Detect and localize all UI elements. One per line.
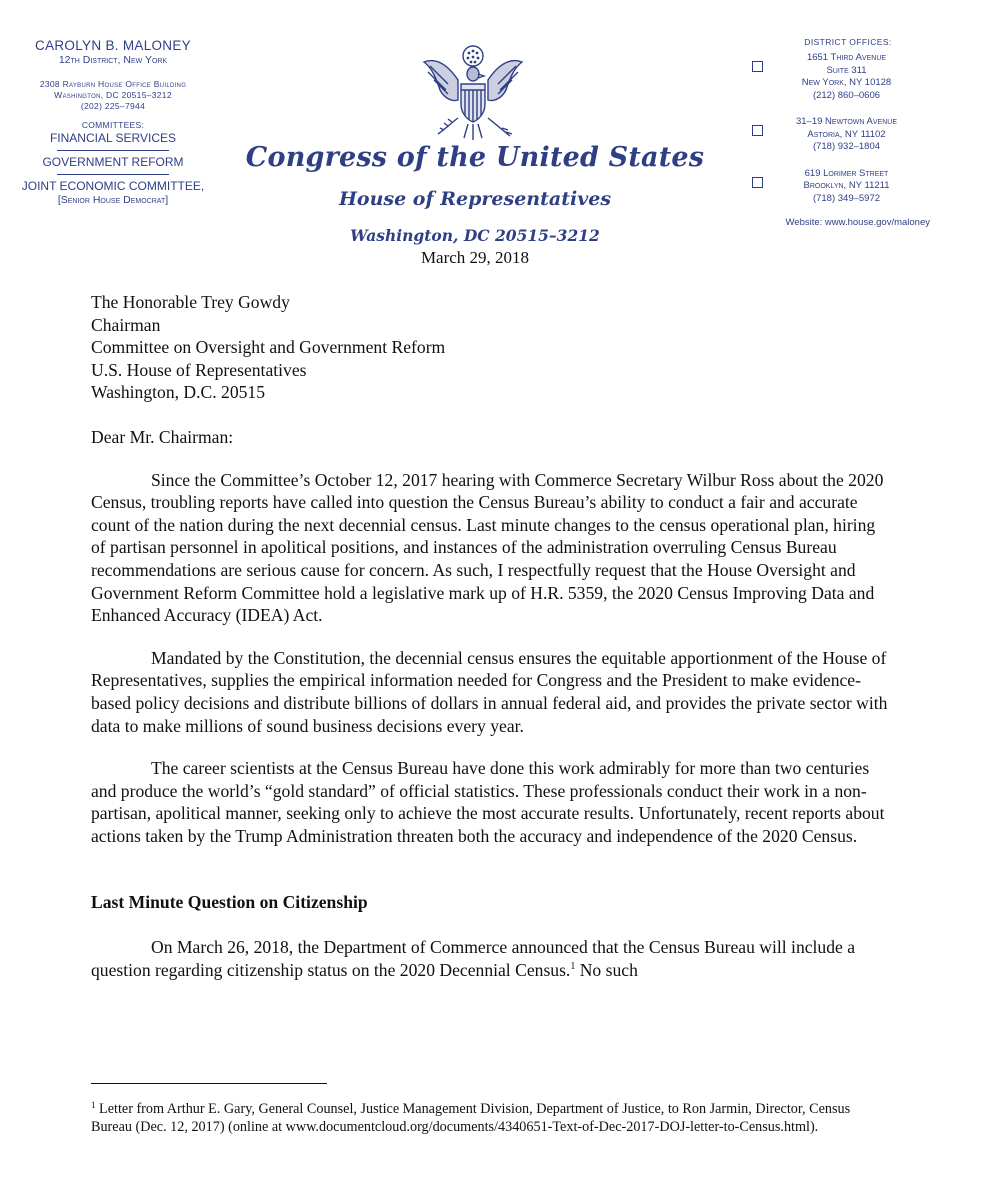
letterhead-title: Congress of the United States: [245, 142, 705, 173]
office-line: New York, NY 10128: [801, 77, 892, 88]
office-line: (718) 932–1804: [812, 141, 881, 152]
footnote-text: Letter from Arthur E. Gary, General Counsel, Justice Management Division, Department of Justice, to Ron Jarmin, Director, Census Bureau (Dec. 12, 2017) (online at www.documentcloud.org/documents/4340651-Text-of-Dec-2017-DOJ-letter-to-Census.html).: [91, 1101, 851, 1136]
office-line: (718) 349–5972: [812, 192, 881, 204]
member-name: CAROLYN B. MALONEY: [35, 38, 191, 53]
member-info-column: [14, 38, 212, 207]
office-line: Astoria, NY 11102: [807, 128, 886, 140]
body-paragraph: Since the Committee’s October 12, 2017 hearing with Commerce Secretary Wilbur Ross about the 2020 Census, troubling reports have called into question the Census Bureau’s ability to conduct a fair and accurate count of the nation during the next decennial census. Last minute changes to the census operational plan, hiring of partisan personnel in apolitical positions, and instances of the administration overruling Census Bureau recommendations are serious cause for concern. As such, I respectfully request that the House Oversight and Government Reform Committee hold a legislative mark up of H.R. 5359, the 2020 Census Improving Data and Enhanced Accuracy (IDEA) Act.: [91, 469, 884, 626]
office-line: 31–19 Newtown Avenue: [795, 116, 898, 127]
committees-label: COMMITTEES:: [81, 120, 145, 130]
committee-government-reform: GOVERNMENT REFORM: [42, 155, 184, 169]
dc-office-address-1: 2308 Rayburn House Office Building: [39, 79, 187, 89]
committee-divider: [57, 150, 169, 151]
member-website: Website: www.house.gov/maloney: [785, 217, 930, 228]
district-offices-column: [752, 36, 930, 229]
body-paragraph: The career scientists at the Census Bureau have done this work admirably for more than two centuries and produce the world’s “gold standard” of official statistics. These professionals conduct their work in a non-partisan, apolitical manner, seeking only to achieve the most accurate results. Unfortunately, recent reports about actions taken by the Trump Administration threaten both the accuracy and independence of the 2020 Census.: [91, 758, 885, 846]
district-office-manhattan: [752, 52, 930, 102]
district-office-astoria: [752, 116, 930, 154]
footnote: [91, 1100, 891, 1137]
joint-economic-committee: JOINT ECONOMIC COMMITTEE,: [21, 179, 205, 193]
salutation: Dear Mr. Chairman:: [91, 426, 234, 447]
body-paragraph: Mandated by the Constitution, the decennial census ensures the equitable apportionment of the House of Representatives, supplies the empirical information needed for Congress and the President to make evidence-based policy decisions and distribute billions of dollars in annual federal aid, and provides the private sector with data to make millions of sound business decisions every year.: [91, 647, 888, 736]
recipient-line: U.S. House of Representatives: [91, 359, 307, 380]
recipient-block: [91, 291, 891, 404]
paragraph-text: On March 26, 2018, the Department of Commerce announced that the Census Bureau will include a question regarding citizenship status on the 2020 Decennial Census.: [91, 937, 856, 980]
committee-financial-services: FINANCIAL SERVICES: [49, 131, 177, 145]
body-paragraph: [91, 936, 891, 981]
committee-divider: [57, 174, 169, 175]
footnote-divider: [91, 1083, 327, 1084]
office-checkbox: [752, 61, 763, 72]
letterhead-subtitle: House of Representatives: [338, 188, 612, 210]
senior-house-democrat: [Senior House Democrat]: [57, 194, 169, 206]
recipient-line: Chairman: [91, 314, 161, 335]
office-line: Suite 311: [826, 64, 867, 76]
office-checkbox: [752, 125, 763, 136]
district-office-brooklyn: [752, 168, 930, 206]
district-offices-label: DISTRICT OFFICES:: [804, 37, 892, 47]
office-line: (212) 860–0606: [812, 89, 881, 101]
letter-date: March 29, 2018: [420, 248, 530, 267]
dc-office-address-2: Washington, DC 20515–3212: [54, 90, 172, 100]
dc-office-phone: (202) 225–7944: [80, 101, 146, 111]
office-line: Brooklyn, NY 11211: [803, 180, 890, 191]
footnote-number: 1: [91, 1100, 96, 1110]
letterhead-city: Washington, DC 20515–3212: [350, 226, 600, 245]
office-line: 1651 Third Avenue: [806, 52, 887, 63]
section-heading: Last Minute Question on Citizenship: [91, 892, 368, 913]
eagle-seal-icon: [418, 40, 528, 148]
member-district: 12th District, New York: [58, 54, 168, 66]
office-line: 619 Lorimer Street: [804, 167, 889, 179]
recipient-line: The Honorable Trey Gowdy: [91, 292, 290, 312]
recipient-line: Committee on Oversight and Government Reform: [91, 337, 446, 358]
footnote-reference: 1: [570, 960, 576, 972]
recipient-line: Washington, D.C. 20515: [91, 382, 266, 403]
paragraph-text: No such: [575, 959, 638, 980]
office-checkbox: [752, 177, 763, 188]
letter-body: [91, 291, 891, 981]
